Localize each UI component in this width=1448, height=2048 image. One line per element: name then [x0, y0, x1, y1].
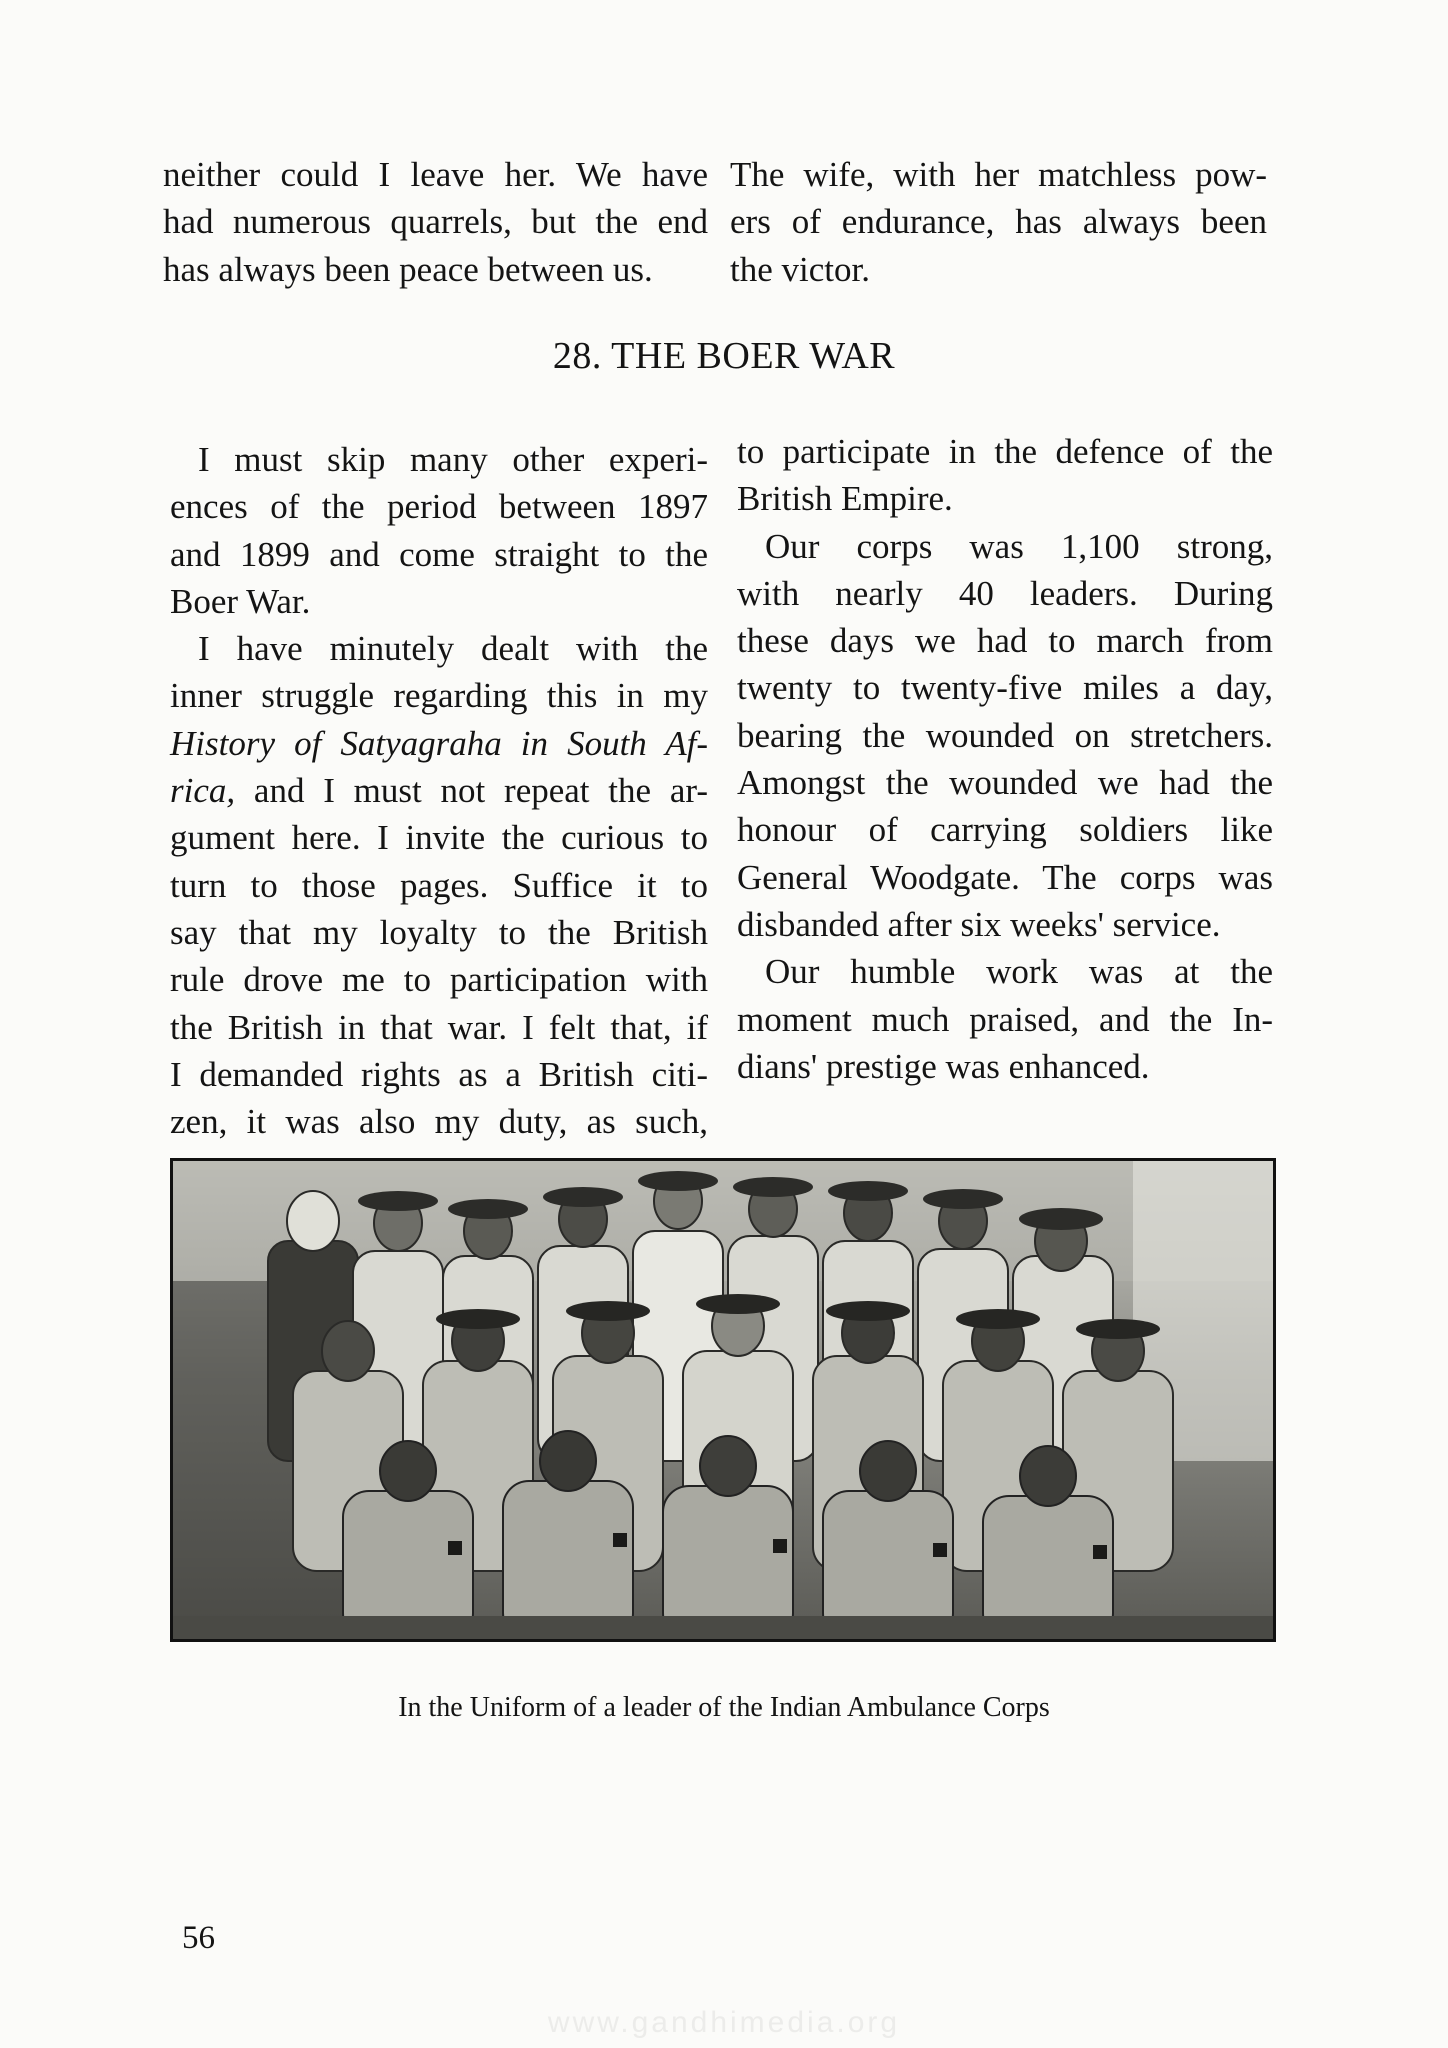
- text-line: British Empire.: [737, 479, 953, 519]
- text-line: say that my loyalty to the British: [170, 912, 708, 952]
- top-left-text: [163, 151, 708, 293]
- left-column: [170, 436, 708, 1145]
- page-number: 56: [182, 1920, 215, 1956]
- text-line: zen, it was also my duty, as such,: [170, 1102, 708, 1142]
- text-line: rule drove me to participation with: [170, 960, 708, 1000]
- text-line: neither could I leave her. We have: [163, 155, 708, 194]
- text-line: to participate in the defence of the: [737, 432, 1273, 471]
- text-line: Amongst the wounded we had the: [737, 763, 1273, 803]
- text-line: the victor.: [730, 249, 870, 289]
- text-line: [170, 720, 708, 767]
- text-line: Our corps was 1,100 strong,: [765, 526, 1273, 566]
- text-line: [170, 767, 708, 814]
- text-line: the British in that war. I felt that, if: [170, 1007, 708, 1047]
- text-line: dians' prestige was enhanced.: [737, 1046, 1150, 1086]
- text-fragment: and I must not repeat the ar-: [235, 771, 708, 811]
- text-line: turn to those pages. Suffice it to: [170, 865, 708, 905]
- text-line: Our humble work was at the: [765, 952, 1273, 992]
- top-right-text: [730, 151, 1267, 293]
- right-column: [737, 428, 1273, 1090]
- text-line: The wife, with her matchless pow-: [730, 155, 1267, 194]
- chapter-heading: 28. THE BOER WAR: [552, 335, 896, 377]
- text-line: Boer War.: [170, 581, 311, 621]
- text-line: I must skip many other experi-: [198, 440, 708, 479]
- text-line: has always been peace between us.: [163, 249, 653, 289]
- text-line: ences of the period between 1897: [170, 487, 708, 527]
- text-line: I demanded rights as a British citi-: [170, 1054, 708, 1094]
- group-photo: [170, 1158, 1276, 1642]
- text-line: honour of carrying soldiers like: [737, 810, 1273, 850]
- text-line: ers of endurance, has always been: [730, 202, 1267, 242]
- text-line: inner struggle regarding this in my: [170, 676, 708, 716]
- group-photo-image: [173, 1161, 1273, 1639]
- text-line: with nearly 40 leaders. During: [737, 573, 1273, 613]
- text-line: disbanded after six weeks' service.: [737, 904, 1221, 944]
- text-line: twenty to twenty-five miles a day,: [737, 668, 1273, 708]
- text-line: these days we had to march from: [737, 621, 1273, 661]
- text-line: General Woodgate. The corps was: [737, 857, 1273, 897]
- text-line: had numerous quarrels, but the end: [163, 202, 708, 242]
- text-line: moment much praised, and the In-: [737, 999, 1273, 1039]
- text-line: I have minutely dealt with the: [198, 629, 708, 669]
- photo-caption: In the Uniform of a leader of the Indian Ambulance Corps: [398, 1692, 1050, 1723]
- book-title-cont: rica,: [170, 771, 236, 811]
- text-line: and 1899 and come straight to the: [170, 534, 708, 574]
- watermark: www.gandhimedia.org: [547, 2006, 901, 2039]
- text-line: gument here. I invite the curious to: [170, 818, 708, 858]
- book-title: History of Satyagraha in South Af-: [170, 723, 708, 763]
- text-line: bearing the wounded on stretchers.: [737, 715, 1273, 755]
